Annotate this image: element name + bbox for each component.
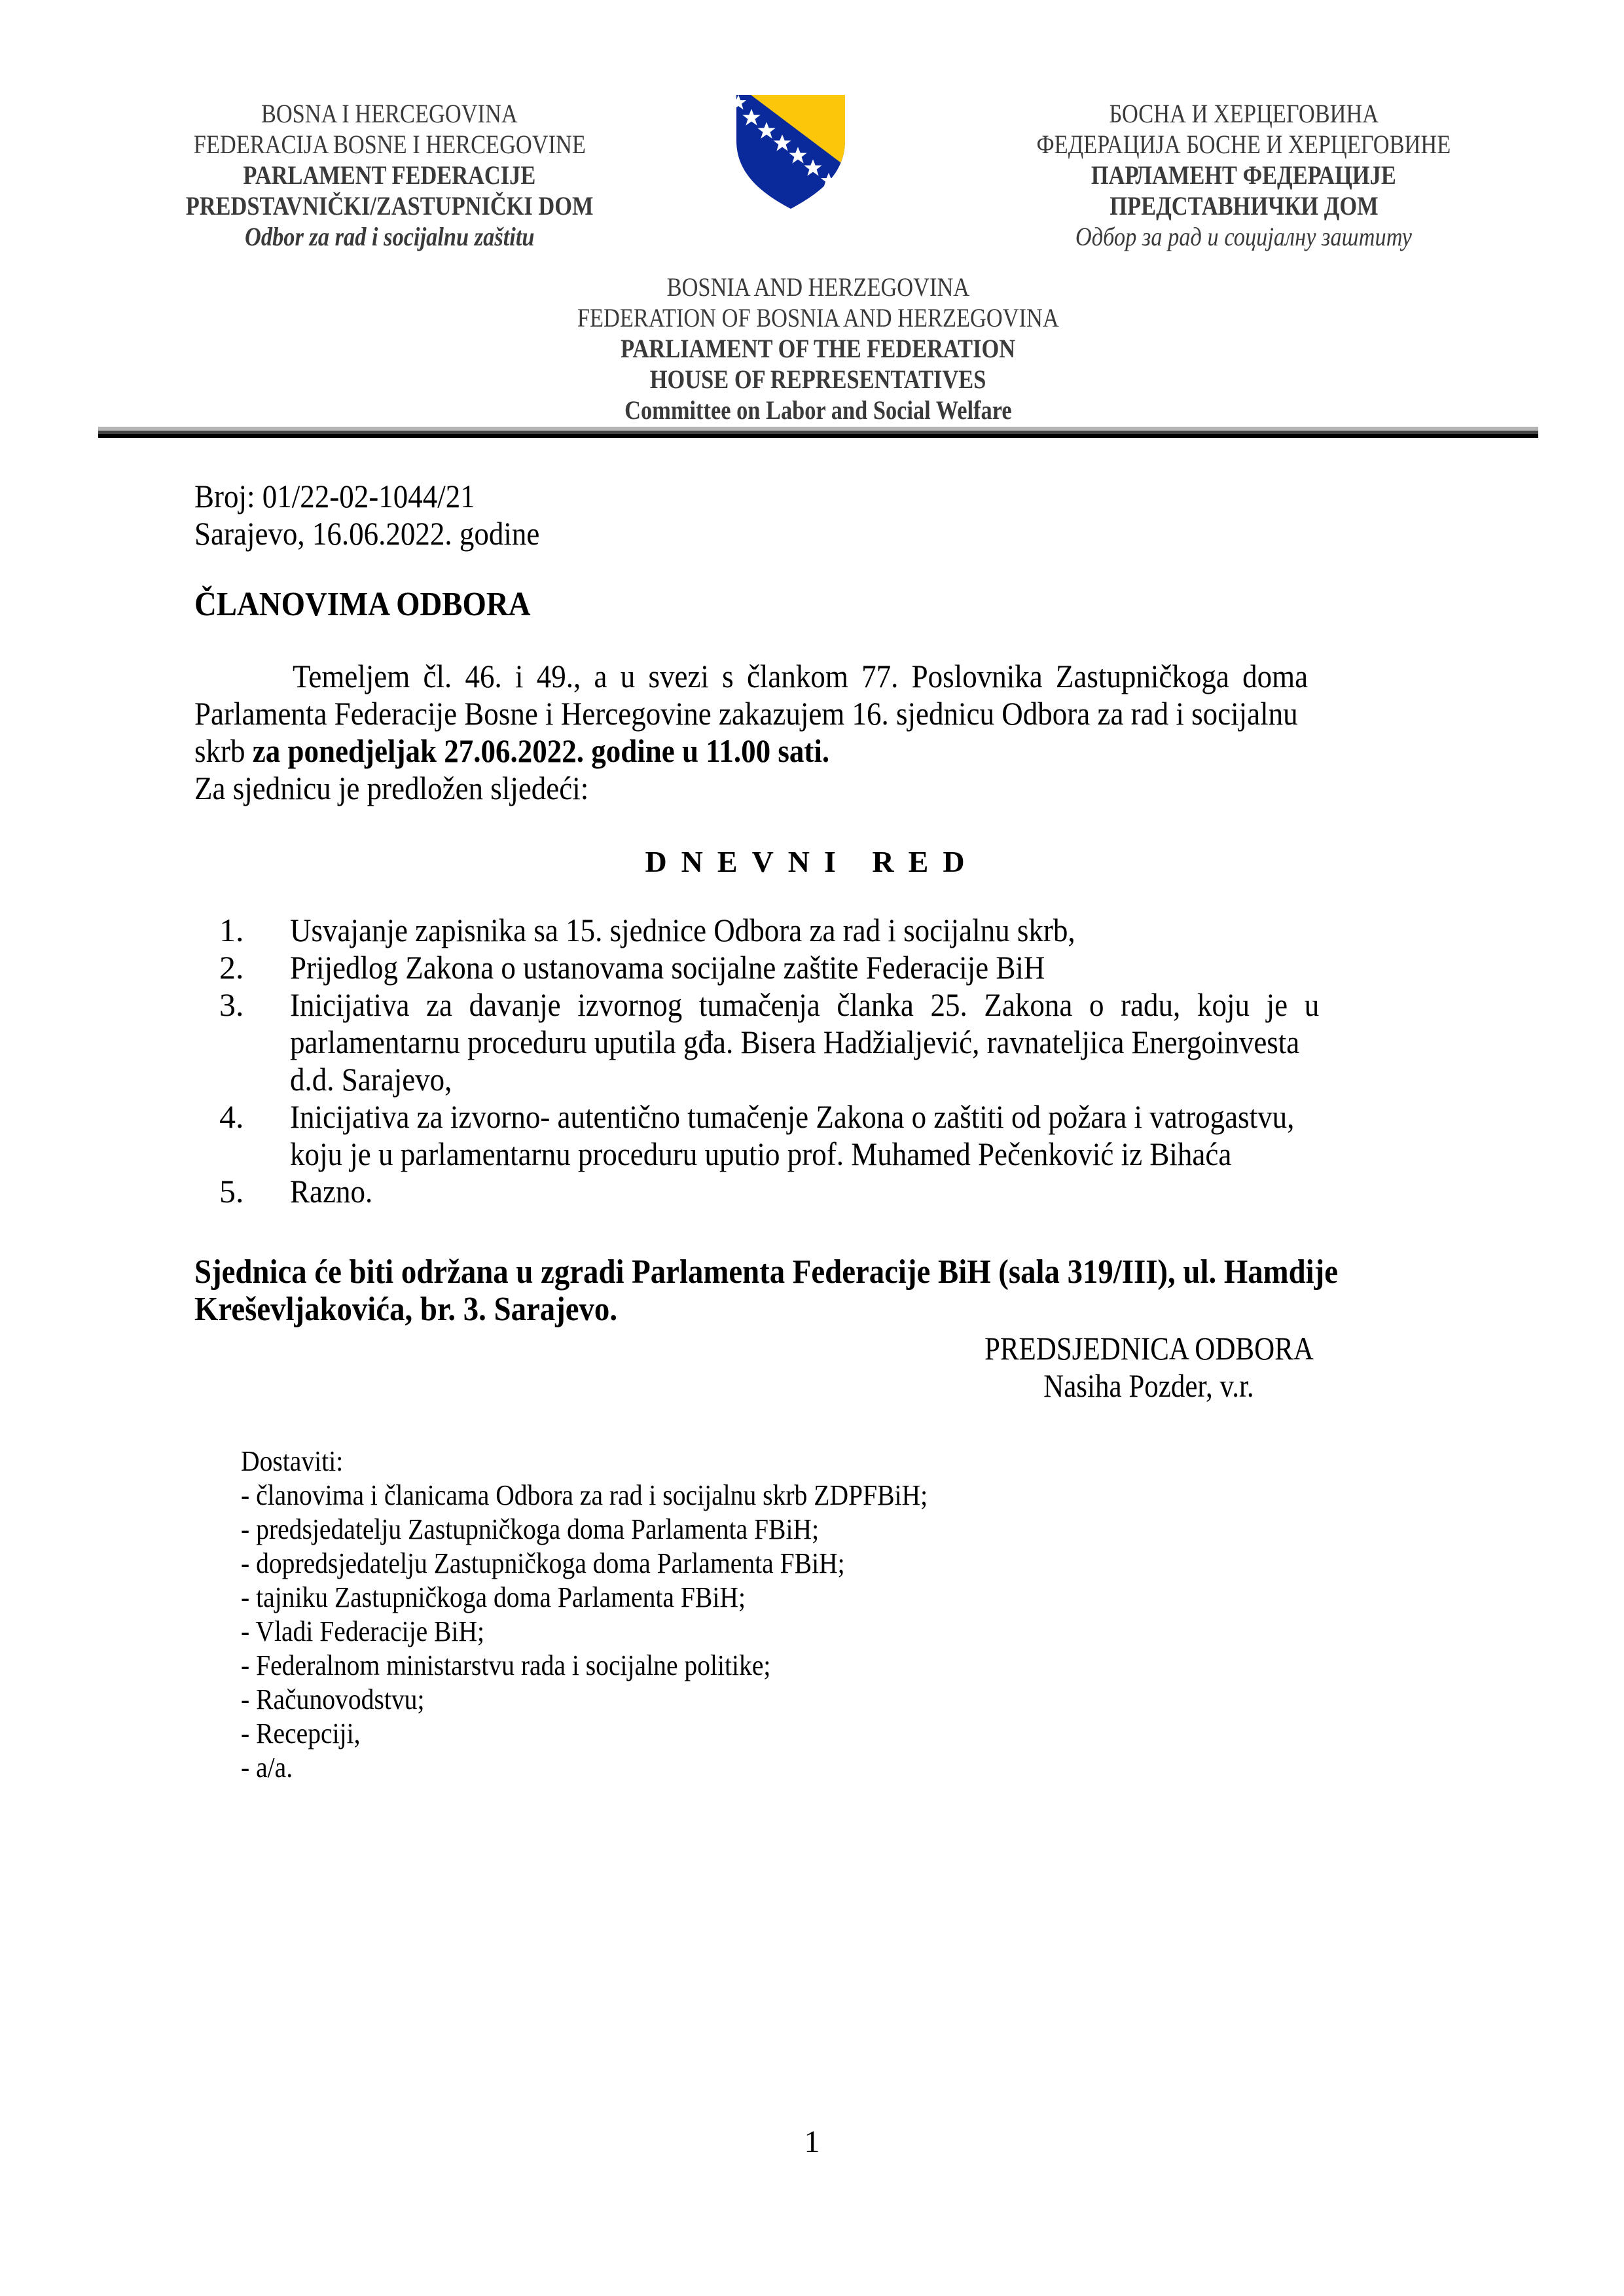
intro-line-4: Za sjednicu je predložen sljedeći: [194, 770, 589, 806]
signatory-title: PREDSJEDNICA ODBORA [984, 1330, 1314, 1367]
location-line-2: Kreševljakovića, br. 3. Sarajevo. [194, 1291, 618, 1328]
intro-line-3-plain: skrb [194, 732, 253, 769]
agenda-item [219, 912, 1437, 949]
agenda-item-text: d.d. Sarajevo, [290, 1061, 452, 1098]
letterhead-right-line2: ФЕДЕРАЦИЈА БОСНЕ И ХЕРЦЕГОВИНЕ [1036, 130, 1451, 159]
agenda-item-number: 2. [219, 949, 244, 986]
page-number: 1 [804, 2125, 820, 2159]
letterhead-right-line1: БОСНА И ХЕРЦЕГОВИНА [1109, 99, 1379, 128]
letterhead-right-line5: Одбор за рад и социјалну заштиту [1075, 222, 1413, 251]
agenda-item-text: parlamentarnu proceduru uputila gđa. Bisera Hadžialjević, ravnateljica Energoinvesta [290, 1024, 1300, 1060]
agenda-item-number: 4. [219, 1098, 244, 1135]
agenda-item-text: Inicijativa za davanje izvornog tumačenja članka 25. Zakona o radu, koju je u [290, 986, 1320, 1023]
addressee-text: ČLANOVIMA ODBORA [194, 586, 531, 623]
distribution-item: - tajniku Zastupničkoga doma Parlamenta FBiH; [241, 1581, 746, 1613]
letterhead-right [949, 98, 1538, 252]
location-line-1: Sjednica će biti održana u zgradi Parlamenta Federacije BiH (sala 319/III), ul. Hamdije [194, 1253, 1339, 1291]
agenda-item-number: 3. [219, 986, 244, 1023]
letterhead-left-line4: PREDSTAVNIČKI/ZASTUPNIČKI DOM [185, 191, 594, 221]
agenda-item-text: Usvajanje zapisnika sa 15. sjednice Odbora za rad i socijalnu skrb, [290, 912, 1075, 948]
reference-number: Broj: 01/22-02-1044/21 [194, 478, 475, 514]
addressee [194, 586, 1438, 623]
letterhead-right-line3: ПАРЛАМЕНТ ФЕДЕРАЦИЈЕ [1091, 160, 1396, 190]
meeting-datetime: za ponedjeljak 27.06.2022. godine u 11.00 sati. [252, 732, 830, 769]
agenda-item-text: koju je u parlamentarnu proceduru uputio prof. Muhamed Pečenković iz Bihaća [290, 1136, 1232, 1172]
letterhead-center-line4: HOUSE OF REPRESENTATIVES [650, 365, 986, 394]
agenda-item [219, 1173, 1437, 1210]
intro-line-1: Temeljem čl. 46. i 49., a u svezi s člankom 77. Poslovnika Zastupničkoga doma [293, 658, 1308, 694]
distribution-item: - članovima i članicama Odbora za rad i socijalnu skrb ZDPFBiH; [241, 1479, 928, 1511]
meeting-location [194, 1253, 1438, 1328]
document-meta [194, 478, 1438, 552]
agenda-item-number: 5. [219, 1173, 244, 1210]
distribution-list [241, 1444, 1288, 1785]
agenda-item-number: 1. [219, 912, 244, 948]
coat-of-arms-icon [735, 95, 846, 209]
signatory-name: Nasiha Pozder, v.r. [1043, 1367, 1254, 1404]
signature-block [903, 1330, 1394, 1405]
agenda-item [219, 986, 1437, 1098]
letterhead-center [393, 272, 1244, 425]
distribution-item: - Recepciji, [241, 1717, 361, 1749]
agenda-item [219, 1098, 1437, 1173]
agenda-item [219, 949, 1437, 986]
document-date: Sarajevo, 16.06.2022. godine [194, 515, 540, 552]
letterhead-right-line4: ПРЕДСТАВНИЧКИ ДОМ [1109, 191, 1379, 221]
distribution-item: - Računovodstvu; [241, 1683, 425, 1715]
distribution-item: - predsjedatelju Zastupničkoga doma Parlamenta FBiH; [241, 1513, 820, 1545]
distribution-item: - Federalnom ministarstvu rada i socijalne politike; [241, 1649, 771, 1681]
letterhead-left-line3: PARLAMENT FEDERACIJE [243, 160, 536, 190]
distribution-item: - dopredsjedatelju Zastupničkoga doma Parlamenta FBiH; [241, 1547, 845, 1579]
agenda-item-text: Razno. [290, 1173, 373, 1210]
agenda-list [219, 912, 1437, 1210]
letterhead-center-line3: PARLIAMENT OF THE FEDERATION [621, 334, 1016, 363]
letterhead-left-line1: BOSNA I HERCEGOVINA [261, 99, 518, 128]
agenda-item-text: Inicijativa za izvorno- autentično tumačenje Zakona o zaštiti od požara i vatrogastvu, [290, 1098, 1295, 1135]
agenda-title: DNEVNI RED [645, 845, 979, 878]
letterhead-center-line1: BOSNIA AND HERZEGOVINA [666, 272, 970, 302]
header-divider-dark [98, 434, 1538, 438]
distribution-heading: Dostaviti: [241, 1445, 344, 1477]
intro-paragraph [194, 658, 1438, 807]
letterhead-center-line2: FEDERATION OF BOSNIA AND HERZEGOVINA [577, 303, 1059, 332]
letterhead-left [95, 98, 684, 252]
distribution-item: - a/a. [241, 1751, 293, 1784]
letterhead-left-line5: Odbor za rad i socijalnu zaštitu [244, 222, 535, 251]
letterhead-left-line2: FEDERACIJA BOSNE I HERCEGOVINE [193, 130, 586, 159]
agenda-item-text: Prijedlog Zakona o ustanovama socijalne zaštite Federacije BiH [290, 949, 1045, 986]
distribution-item: - Vladi Federacije BiH; [241, 1615, 485, 1647]
letterhead-center-line5: Committee on Labor and Social Welfare [624, 395, 1012, 425]
intro-line-2: Parlamenta Federacije Bosne i Hercegovine zakazujem 16. sjednicu Odbora za rad i socijalnu [194, 695, 1298, 732]
